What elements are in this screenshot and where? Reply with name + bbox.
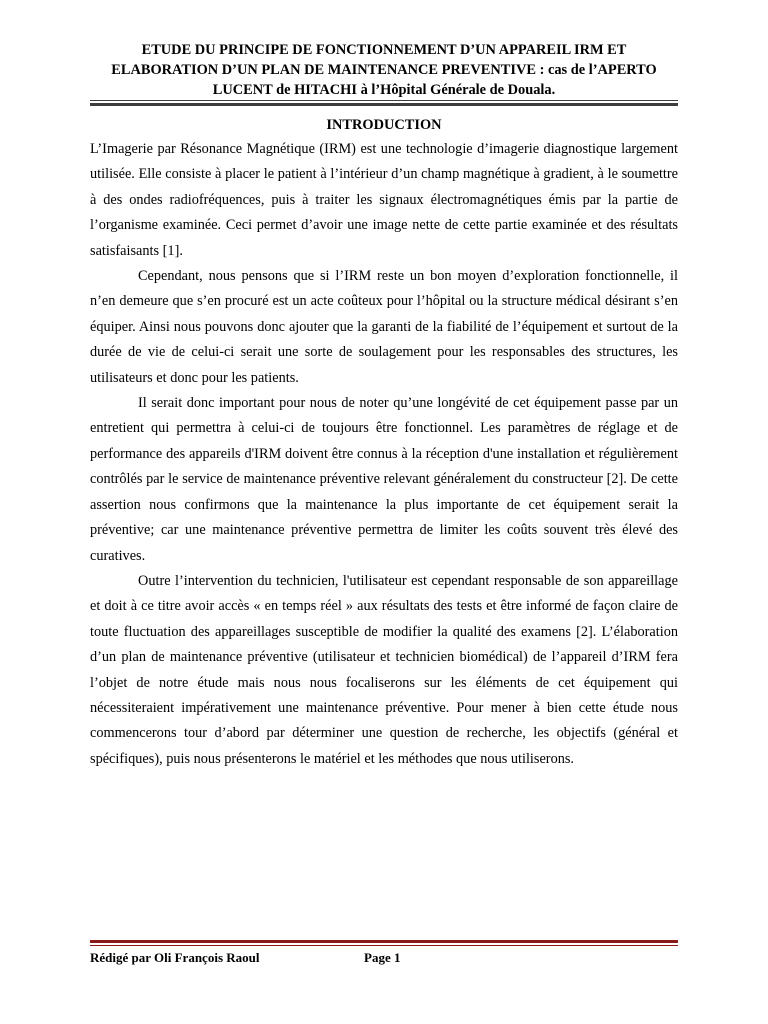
paragraph-2: Cependant, nous pensons que si l’IRM reste un bon moyen d’exploration fonctionnelle, il n’en demeure que s’en procuré est un acte coûteux pour l’hôpital ou la structure médical désirant s’en équiper. Ainsi nous pouvons donc ajouter que la garanti de la fiabilité de l’équipement et surtout de la durée de vie de celui-ci serait une sorte de soulagement pour les responsables des structures, les utilisateurs et donc pour les patients. (90, 268, 678, 386)
footer-author: Rédigé par Oli François Raoul (90, 950, 260, 965)
footer-divider-thin (90, 945, 678, 946)
header-divider-thick (90, 103, 678, 106)
paragraph-3: Il serait donc important pour nous de noter qu’une longévité de cet équipement passe par un entretient qui permettra à celui-ci de toujours être fonctionnel. Les paramètres de réglage et de performance des appareils d'IRM doivent être connus à la réception d'une installation et régulièrement contrôlés par le service de maintenance préventive relevant généralement du constructeur [2]. De cette assertion nous confirmons que la maintenance la plus importante de cet équipement serait la préventive; car une maintenance préventive permettra de limiter les coûts souvent très élevé des curatives. (90, 395, 678, 564)
footer-divider-thick (90, 940, 678, 943)
section-heading: INTRODUCTION (326, 117, 442, 133)
paragraph-1: L’Imagerie par Résonance Magnétique (IRM) est une technologie d’imagerie diagnostique largement utilisée. Elle consiste à placer le patient à l’intérieur d’un champ magnétique à gradient, à le soumettre à des ondes radiofréquences, puis à traiter les signaux électromagnétiques émis par la partie de l’organisme examinée. Ceci permet d’avoir une image nette de cette partie examinée et des résultats satisfaisants [1]. (90, 141, 678, 259)
body-text (90, 137, 678, 772)
page-number: Page 1 (364, 950, 401, 965)
header-divider-thin (90, 100, 678, 101)
page-footer (90, 948, 678, 968)
document-title: ETUDE DU PRINCIPE DE FONCTIONNEMENT D’UN APPAREIL IRM ET ELABORATION D’UN PLAN DE MAINTENANCE PREVENTIVE : cas de l’APERTO LUCENT de HITACHI à l’Hôpital Générale de Douala. (111, 42, 657, 98)
paragraph-4: Outre l’intervention du technicien, l'utilisateur est cependant responsable de son appareillage et doit à ce titre avoir accès « en temps réel » aux résultats des tests et être informé de façon claire de toute fluctuation des appareillages susceptible de modifier la qualité des examens [2]. L’élaboration d’un plan de maintenance préventive (utilisateur et technicien biomédical) de l’appareil d’IRM fera l’objet de notre étude mais nous nous focaliserons sur les éléments de cet équipement qui nécessiteraient impérativement une maintenance préventive. Pour mener à bien cette étude nous commencerons tour d’abord par déterminer une question de recherche, les objectifs (général et spécifiques), puis nous présenterons le matériel et les méthodes que nous utiliserons. (90, 572, 678, 767)
